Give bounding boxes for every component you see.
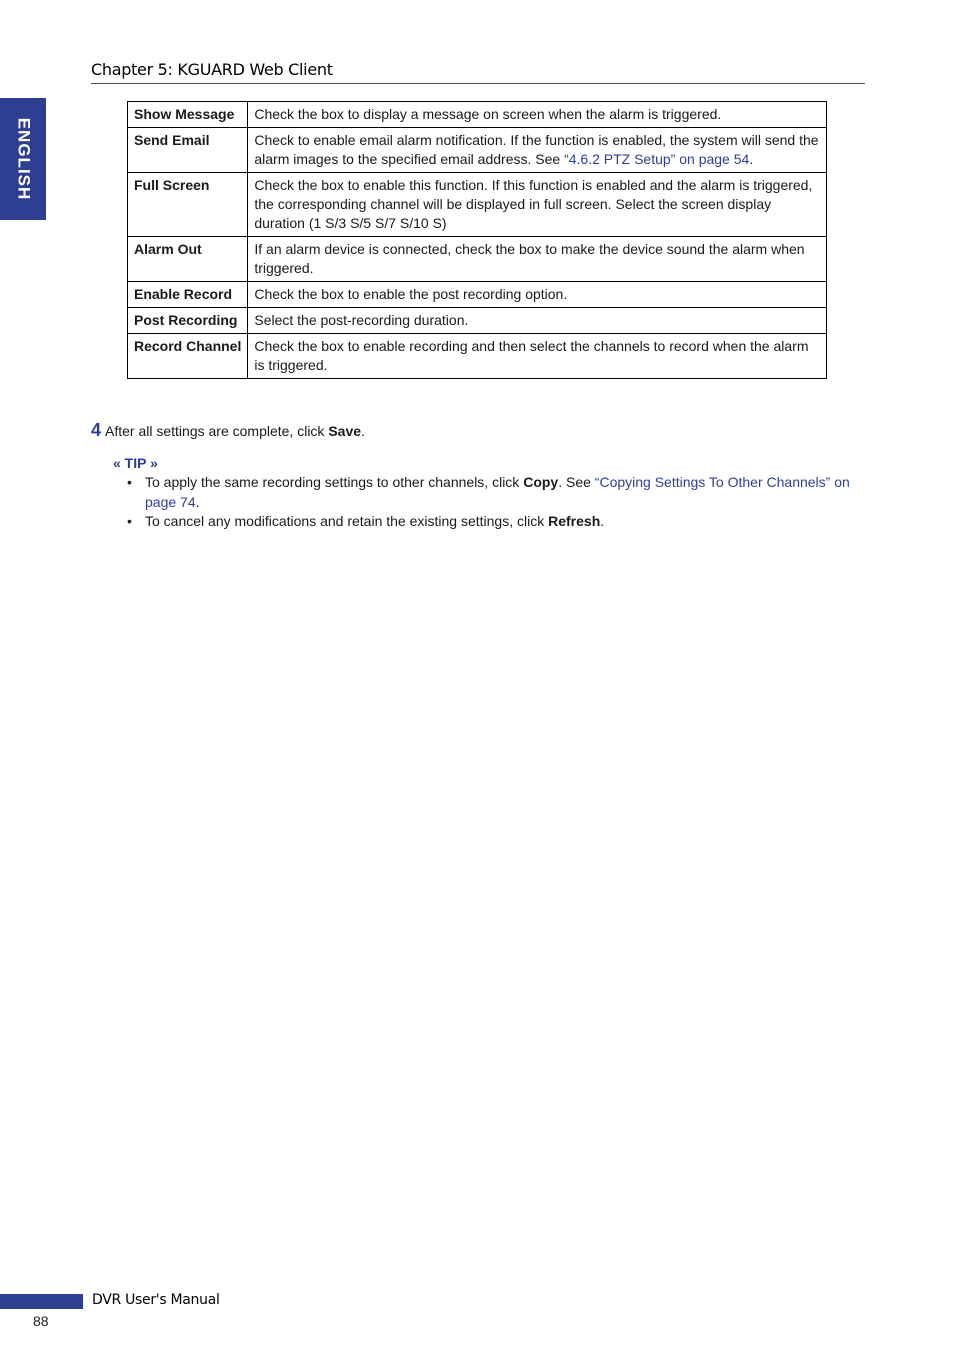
step-suffix: . bbox=[361, 423, 365, 439]
list-item bbox=[127, 473, 857, 512]
term-cell: Enable Record bbox=[128, 282, 248, 308]
ptz-setup-link[interactable]: “4.6.2 PTZ Setup” on page 54 bbox=[564, 151, 750, 167]
tip-text-mid: . See bbox=[558, 474, 595, 490]
description-cell: If an alarm device is connected, check the box to make the device sound the alarm when triggered. bbox=[248, 237, 827, 282]
description-cell: Check the box to enable this function. If this function is enabled and the alarm is triggered, the corresponding channel will be displayed in full screen. Select the screen display duration (1 S/3 S/5 S/7 S/10 S) bbox=[248, 173, 827, 237]
footer-title: DVR User's Manual bbox=[92, 1292, 220, 1308]
footer-bar bbox=[0, 1294, 83, 1309]
language-tab-label: ENGLISH bbox=[14, 117, 33, 201]
list-item bbox=[127, 512, 857, 532]
term-cell: Show Message bbox=[128, 102, 248, 128]
description-suffix: . bbox=[749, 151, 754, 167]
tip-list bbox=[127, 473, 857, 532]
term-cell: Send Email bbox=[128, 128, 248, 173]
term-cell: Record Channel bbox=[128, 334, 248, 379]
step-number: 4 bbox=[91, 420, 102, 440]
table-row bbox=[128, 102, 827, 128]
tip-title: « TIP » bbox=[113, 455, 158, 471]
copying-settings-link[interactable]: “Copying Settings To Other Channels” on page 74 bbox=[145, 474, 850, 510]
term-cell: Full Screen bbox=[128, 173, 248, 237]
term-cell: Post Recording bbox=[128, 308, 248, 334]
term-cell: Alarm Out bbox=[128, 237, 248, 282]
page-number: 88 bbox=[33, 1313, 49, 1329]
description-cell: Check the box to enable recording and then select the channels to record when the alarm is triggered. bbox=[248, 334, 827, 379]
description-cell: Check the box to display a message on screen when the alarm is triggered. bbox=[248, 102, 827, 128]
table-row bbox=[128, 237, 827, 282]
table-row bbox=[128, 128, 827, 173]
table-row bbox=[128, 308, 827, 334]
copy-keyword: Copy bbox=[523, 474, 559, 490]
table-row bbox=[128, 282, 827, 308]
tip-text: To apply the same recording settings to other channels, click bbox=[145, 474, 524, 490]
description-text: Check to enable email alarm notification. If the function is enabled, the system will send the alarm images to the specified email address. See bbox=[254, 132, 819, 167]
description-cell: Select the post-recording duration. bbox=[248, 308, 827, 334]
save-keyword: Save bbox=[328, 423, 362, 439]
tip-text: To cancel any modifications and retain the existing settings, click bbox=[145, 513, 549, 529]
table-row bbox=[128, 334, 827, 379]
step-4 bbox=[91, 420, 365, 441]
description-cell bbox=[248, 128, 827, 173]
step-text: After all settings are complete, click bbox=[105, 423, 329, 439]
description-cell: Check the box to enable the post recording option. bbox=[248, 282, 827, 308]
tip-suffix: . bbox=[600, 513, 605, 529]
tip-suffix: . bbox=[195, 493, 200, 510]
language-tab bbox=[0, 98, 46, 220]
settings-table bbox=[127, 101, 827, 379]
refresh-keyword: Refresh bbox=[548, 513, 601, 529]
chapter-header: Chapter 5: KGUARD Web Client bbox=[91, 60, 865, 84]
table-row bbox=[128, 173, 827, 237]
